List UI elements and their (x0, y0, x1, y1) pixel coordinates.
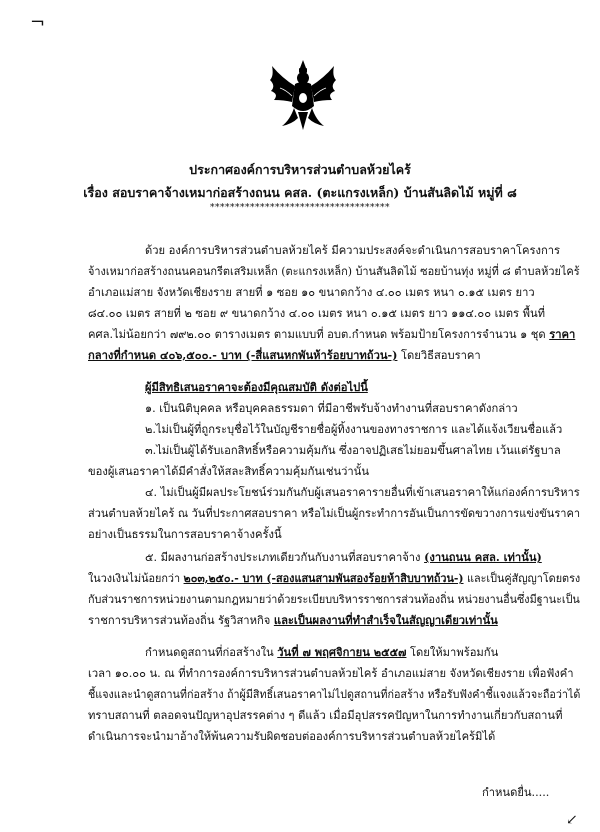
site-visit-l1-a: กำหนดดูสถานที่ก่อสร้างใน (145, 646, 278, 659)
continuation-text: กำหนดยื่น..... (482, 786, 550, 799)
site-visit-line-3: ชี้แจงและนำดูสถานที่ก่อสร้าง ถ้าผู้มีสิทธิ์เสนอราคาไม่ไปดูสถานที่ก่อสร้าง หรือรับฟังคำชี้แจงแล้วจะถือว่าได้ (88, 688, 581, 701)
site-visit-l1-c: โดยให้มาพร้อมกัน (406, 646, 499, 659)
p1-line-5 (88, 325, 575, 343)
p1-line-1: ด้วย องค์การบริหารส่วนตำบลห้วยไคร้ มีความประสงค์จะดำเนินการสอบราคาโครงการ (145, 244, 561, 257)
p1-price-line (88, 346, 481, 364)
middle-price: กลางที่กำหนด ๔๐๖,๕๐๐.- บาท (-สี่แสนหกพันห้าร้อยบาทถ้วน-) (88, 348, 398, 362)
qualification-5-amount: ๒๐๓,๒๕๐.- บาท (-สองแสนสามพันสองร้อยห้าสิบบาทถ้วน-) (183, 571, 464, 585)
qualification-5-text: ๕. มีผลงานก่อสร้างประเภทเดียวกันกับงานที่สอบราคาจ้าง (145, 551, 425, 564)
separator-line: ************************************ (210, 203, 390, 213)
qualification-3-line-2: ของผู้เสนอราคาได้มีคำสั่งให้สละสิทธิ์ความคุ้มกันเช่นว่านั้น (88, 465, 369, 478)
qualification-5-line-1 (145, 548, 542, 566)
qualification-4-line-3: อย่างเป็นธรรมในการสอบราคาจ้างครั้งนี้ (88, 528, 282, 541)
qualification-4-line-2: ส่วนตำบลห้วยไคร้ ณ วันที่ประกาศสอบราคา หรือไม่เป็นผู้กระทำการอันเป็นการขัดขวางการแข่งขันราคา (88, 507, 581, 520)
method-text: โดยวิธีสอบราคา (401, 349, 481, 362)
announcement-subject: เรื่อง สอบราคาจ้างเหมาก่อสร้างถนน คสล. (ตะแกรงเหล็ก) บ้านสันลิดไม้ หมู่ที่ ๘ (83, 185, 517, 200)
p1-line-3: อำเภอแม่สาย จังหวัดเชียงราย สายที่ ๑ ซอย ๑๐ ขนาดกว้าง ๔.๐๐ เมตร หนา ๐.๑๕ เมตร ยาว (88, 286, 535, 299)
qualifications-heading: ผู้มีสิทธิเสนอราคาจะต้องมีคุณสมบัติ ดังต่อไปนี้ (145, 380, 368, 394)
p1-line-4: ๘๔.๐๐ เมตร สายที่ ๒ ซอย ๙ ขนาดกว้าง ๔.๐๐ เมตร หนา ๐.๑๕ เมตร ยาว ๑๑๔.๐๐ เมตร พื้นที่ (88, 307, 545, 320)
qualification-5-l4-a: ราชการบริหารส่วนท้องถิ่น รัฐวิสาหกิจ (88, 614, 274, 627)
site-visit-date: วันที่ ๗ พฤศจิกายน ๒๕๕๗ (277, 645, 407, 659)
p1-line-5-text: คศล.ไม่น้อยกว่า ๗๙๒.๐๐ ตารางเมตร ตามแบบที่ อบต.กำหนด พร้อมป้ายโครงการจำนวน ๑ ชุด (88, 328, 546, 341)
corner-mark-top-left: ¬ (30, 12, 46, 33)
qualification-4-line-1: ๔. ไม่เป็นผู้มีผลประโยชน์ร่วมกันกับผู้เสนอราคารายอื่นที่เข้าเสนอราคาให้แก่องค์การบริหาร (145, 486, 580, 499)
qualification-3-line-1: ๓.ไม่เป็นผู้ได้รับเอกสิทธิ์หรือความคุ้มกัน ซึ่งอาจปฏิเสธไม่ยอมขึ้นศาลไทย เว้นแต่รัฐบาล (145, 444, 561, 457)
site-visit-line-1 (145, 643, 498, 661)
qualification-1: ๑. เป็นนิติบุคคล หรือบุคคลธรรมดา ที่มีอาชีพรับจ้างทำงานที่สอบราคาดังกล่าว (145, 402, 518, 415)
qualification-5-emphasis: (งานถนน คสล. เท่านั้น) (424, 550, 542, 564)
corner-mark-bottom-right: ↙ (566, 812, 578, 828)
p1-line-5-price-word: ราคา (549, 327, 576, 341)
qualification-5-l2-c: และเป็นคู่สัญญาโดยตรง (463, 572, 581, 585)
qualification-2: ๒.ไม่เป็นผู้ที่ถูกระบุชื่อไว้ในบัญชีรายชื่อผู้ทิ้งงานของทางราชการ และได้แจ้งเวียนชื่อแล้ว (145, 423, 563, 436)
garuda-emblem-icon (268, 58, 338, 132)
site-visit-line-4: ทราบสถานที่ ตลอดจนปัญหาอุปสรรคต่าง ๆ ดีแล้ว เมื่อมีอุปสรรคปัญหาในการทำงานเกี่ยวกับสถานที่ (88, 709, 563, 722)
site-visit-line-5: ดำเนินการจะนำมาอ้างให้พ้นความรับผิดชอบต่อองค์การบริหารส่วนตำบลห้วยไคร้มิได้ (88, 730, 496, 743)
qualification-5-line-4 (88, 611, 498, 629)
qualification-5-line-3: กับส่วนราชการหน่วยงานตามกฎหมายว่าด้วยระเบียบบริหารราชการส่วนท้องถิ่น หน่วยงานอื่นซึ่งมีฐานะเป็น (88, 593, 580, 606)
p1-line-2: จ้างเหมาก่อสร้างถนนคอนกรีตเสริมเหล็ก (ตะแกรงเหล็ก) บ้านสันลิดไม้ ซอยบ้านทุ่ง หมู่ที่ ๘ ตำบลห้วยไคร้ (88, 265, 580, 278)
qualification-5-line-2 (88, 569, 580, 587)
qualification-5-l4-emphasis: และเป็นผลงานที่ทำสำเร็จในสัญญาเดียวเท่านั้น (273, 613, 498, 627)
announcement-title: ประกาศองค์การบริหารส่วนตำบลห้วยไคร้ (189, 162, 411, 177)
qualification-5-l2-a: ในวงเงินไม่น้อยกว่า (88, 572, 184, 585)
site-visit-line-2: เวลา ๑๐.๐๐ น. ณ ที่ทำการองค์การบริหารส่วนตำบลห้วยไคร้ อำเภอแม่สาย จังหวัดเชียงราย เพื่อฟังคำ (88, 667, 574, 680)
